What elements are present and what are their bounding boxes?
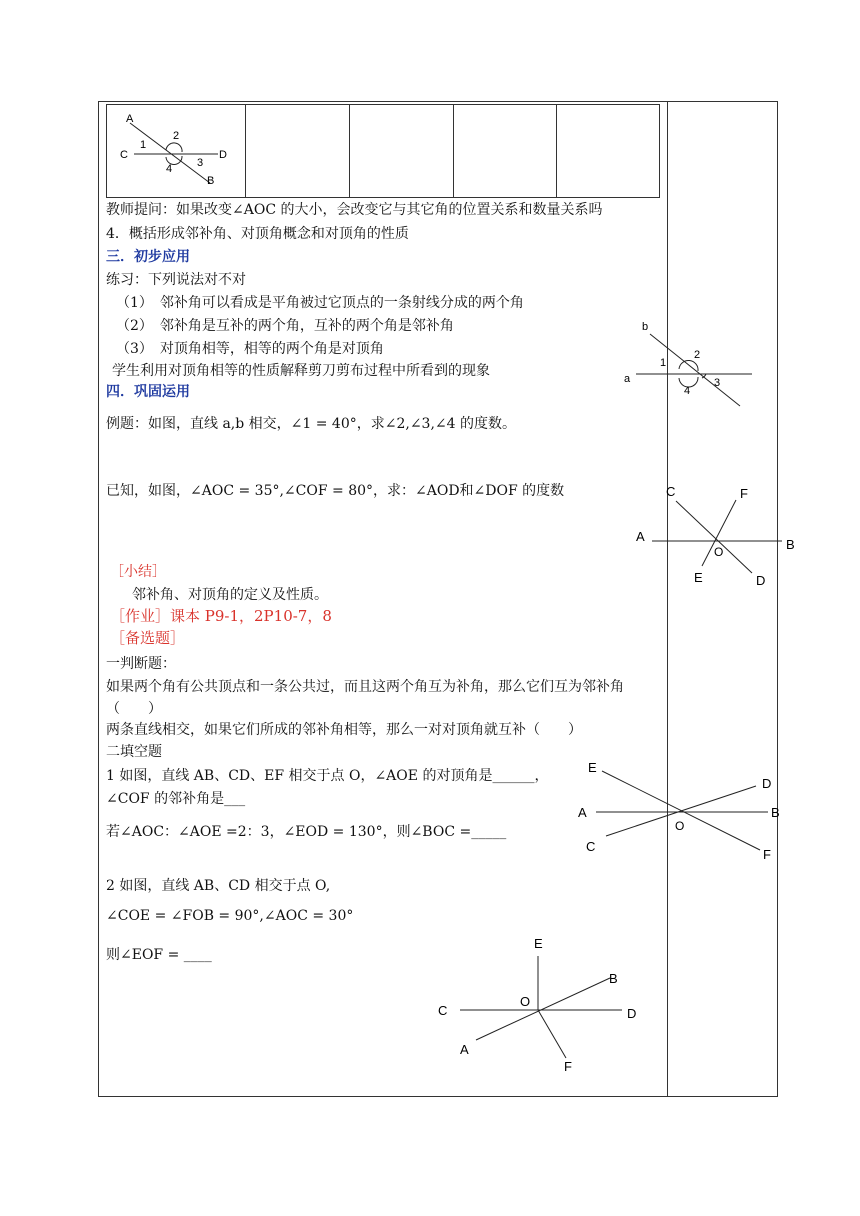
table-cell-divider	[245, 105, 246, 197]
judge-2: 两条直线相交，如果它们所成的邻补角相等，那么一对对顶角就互补（ ）	[106, 722, 582, 738]
label-A: A	[460, 1042, 469, 1057]
label-F: F	[740, 486, 748, 501]
practice-2: （2） 邻补角是互补的两个角，互补的两个角是邻补角	[116, 318, 454, 334]
label-O: O	[675, 819, 685, 833]
summary-item-4: 4．概括形成邻补角、对顶角概念和对顶角的性质	[106, 226, 409, 242]
label-E: E	[534, 936, 543, 951]
fill-1b: ∠COF 的邻补角是___	[106, 791, 246, 807]
label-D: D	[762, 776, 772, 791]
label-O: O	[520, 994, 531, 1009]
section-3-heading: 三．初步应用	[106, 249, 190, 265]
practice-label: 练习：下列说法对不对	[106, 272, 246, 288]
label-a: a	[624, 373, 631, 385]
judge-1-blank: （ ）	[106, 701, 162, 717]
example-problem: 例题：如图，直线 a,b 相交，∠1 = 40°，求∠2,∠3,∠4 的度数。	[106, 416, 517, 432]
summary-text: 邻补角、对顶角的定义及性质。	[132, 587, 328, 603]
label-4: 4	[684, 385, 691, 397]
summary-heading: ［小结］	[110, 564, 166, 580]
homework: ［作业］课本 P9-1，2P10-7，8	[110, 607, 332, 625]
column-divider	[667, 101, 668, 1097]
practice-1: （1） 邻补角可以看成是平角被过它顶点的一条射线分成的两个角	[116, 295, 524, 311]
section-4-heading: 四．巩固运用	[106, 384, 190, 400]
label-E: E	[694, 570, 703, 585]
practice-4: 学生利用对顶角相等的性质解释剪刀剪布过程中所看到的现象	[112, 363, 490, 379]
label-B: B	[207, 175, 215, 187]
fill-1c: 若∠AOC：∠AOE =2：3，∠EOD = 130°，则∠BOC =_____	[106, 824, 507, 840]
label-A: A	[126, 113, 134, 125]
table-cell-divider	[556, 105, 557, 197]
known-problem: 已知，如图，∠AOC = 35°,∠COF = 80°，求：∠AOD和∠DOF 的度数	[106, 483, 565, 499]
label-3: 3	[714, 377, 721, 389]
practice-3: （3） 对顶角相等，相等的两个角是对顶角	[116, 341, 384, 357]
label-F: F	[564, 1059, 572, 1074]
label-E: E	[588, 760, 597, 775]
figure-angles-abcd	[108, 106, 242, 196]
label-D: D	[756, 573, 766, 588]
figure-aob-cod-eof-1	[630, 478, 800, 592]
label-2: 2	[173, 130, 180, 142]
label-B: B	[786, 537, 795, 552]
figure-angles-ab	[622, 316, 762, 412]
label-2: 2	[694, 349, 701, 361]
label-B: B	[609, 971, 618, 986]
figure-aob-cod-eof-2	[572, 756, 786, 866]
label-O: O	[714, 545, 724, 559]
label-C: C	[586, 839, 596, 854]
fill-1a: 1 如图，直线 AB、CD、EF 相交于点 O，∠AOE 的对顶角是______，	[106, 768, 549, 784]
fill-2a: 2 如图，直线 AB、CD 相交于点 O,	[106, 878, 331, 894]
label-C: C	[120, 149, 128, 161]
backup-heading: ［备选题］	[110, 629, 186, 647]
label-A: A	[578, 805, 587, 820]
table-cell-divider	[349, 105, 350, 197]
judge-heading: 一判断题：	[106, 656, 176, 672]
fill-heading: 二填空题	[106, 744, 162, 760]
label-3: 3	[197, 157, 204, 169]
label-1: 1	[660, 357, 667, 369]
label-D: D	[627, 1006, 637, 1021]
label-B: B	[771, 805, 780, 820]
fill-2b: ∠COE = ∠FOB = 90°,∠AOC = 30°	[106, 908, 354, 924]
label-4: 4	[166, 163, 173, 175]
label-1: 1	[140, 139, 147, 151]
label-b: b	[642, 321, 649, 333]
label-C: C	[438, 1003, 448, 1018]
judge-1: 如果两个角有公共顶点和一条公共过，而且这两个角互为补角，那么它们互为邻补角	[106, 679, 624, 695]
label-A: A	[636, 529, 645, 544]
figure-aob-cod-oe-of	[430, 930, 650, 1078]
table-cell-divider	[453, 105, 454, 197]
label-F: F	[763, 847, 771, 862]
label-D: D	[219, 149, 227, 161]
fill-2c: 则∠EOF = ____	[106, 947, 212, 963]
label-C: C	[666, 484, 676, 499]
teacher-question: 教师提问：如果改变∠AOC 的大小，会改变它与其它角的位置关系和数量关系吗	[106, 202, 603, 218]
